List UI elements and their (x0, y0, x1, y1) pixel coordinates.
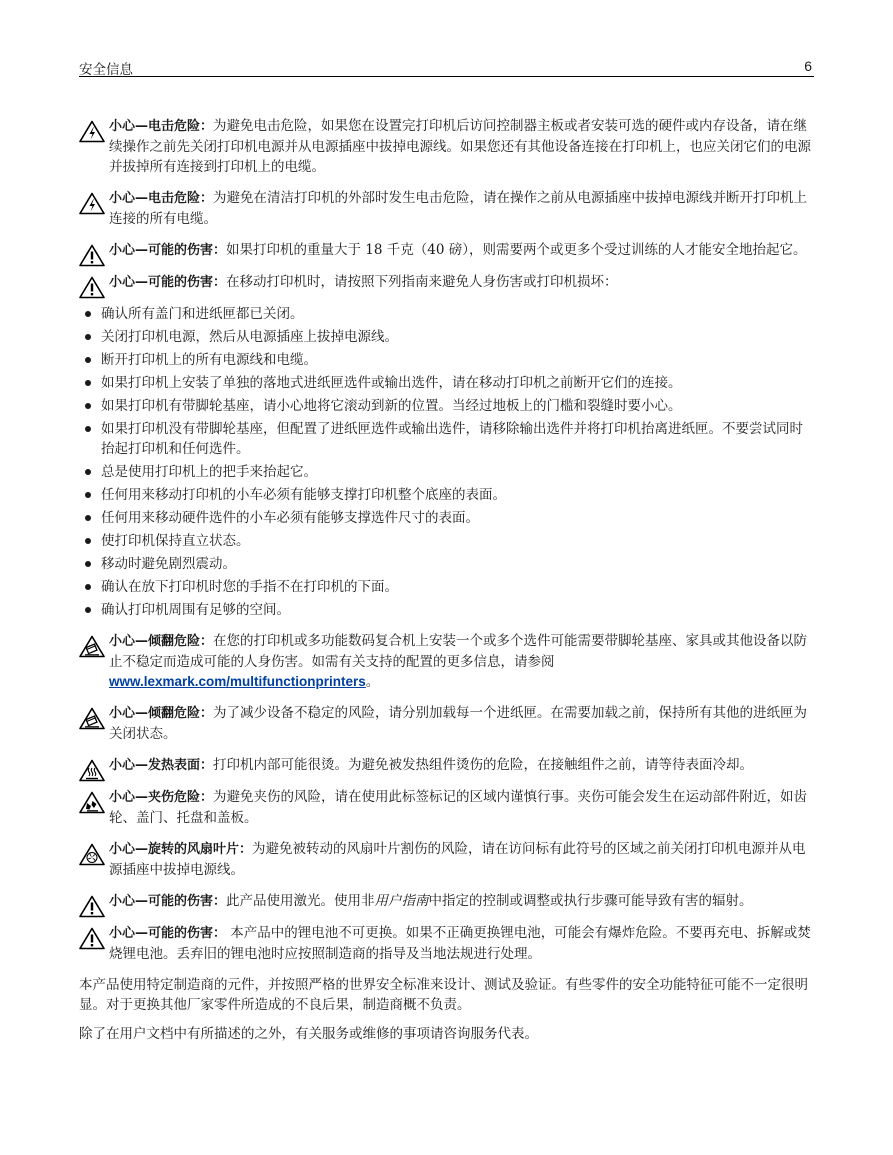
moving-guidelines-list (79, 304, 814, 620)
caution-exclamation-icon (79, 895, 105, 918)
caution-pinch-hazard (79, 787, 814, 828)
caution-tipping-hazard-2 (79, 703, 814, 744)
caution-text: 在移动打印机时，请按照下列指南来避免人身伤害或打印机损坏： (226, 274, 618, 290)
page-number: 6 (804, 58, 812, 74)
caution-label: 小心—倾翻危险： (109, 634, 214, 649)
caution-exclamation-icon (79, 244, 105, 267)
bullet-icon (85, 492, 91, 498)
list-item: 如果打印机上安装了单独的落地式进纸匣选件或输出选件，请在移动打印机之前断开它们的连接。 (79, 373, 814, 393)
tipping-hazard-icon (79, 635, 105, 658)
caution-label: 小心—可能的伤害： (109, 243, 227, 258)
paragraph-service: 除了在用户文档中有所描述的之外，有关服务或维修的事项请咨询服务代表。 (79, 1026, 538, 1042)
bullet-icon (85, 403, 91, 409)
caution-possible-injury-moving (79, 272, 814, 293)
caution-text: 在您的打印机或多功能数码复合机上安装一个或多个选件可能需要带脚轮基座、家具或其他设备以防止不稳定而造成可能的人身伤害。如需有关支持的配置的更多信息，请参阅 (109, 633, 808, 670)
tipping-hazard-icon (79, 707, 105, 730)
caution-possible-injury-battery (79, 923, 814, 964)
caution-electric-shock-2 (79, 188, 814, 229)
caution-exclamation-icon (79, 927, 105, 950)
user-guide-reference: 用户指南 (374, 893, 429, 909)
hot-surface-icon (79, 759, 105, 782)
caution-text: 为避免在清洁打印机的外部时发生电击危险，请在操作之前从电源插座中拔掉电源线并断开打印机上连接的所有电缆。 (109, 190, 808, 227)
list-item: 总是使用打印机上的把手来抬起它。 (79, 462, 814, 482)
list-item: 断开打印机上的所有电源线和电缆。 (79, 350, 814, 370)
caution-text: 本产品中的锂电池不可更换。如果不正确更换锂电池，可能会有爆炸危险。不要再充电、拆解或焚烧锂电池。丢弃旧的锂电池时应按照制造商的指导及当地法规进行处理。 (109, 925, 811, 962)
caution-label: 小心—电击危险： (109, 191, 214, 206)
caution-label: 小心—可能的伤害： (109, 275, 227, 290)
pinch-hazard-icon (79, 791, 105, 814)
caution-exclamation-icon (79, 276, 105, 299)
list-item: 如果打印机有带脚轮基座，请小心地将它滚动到新的位置。当经过地板上的门槛和裂缝时要小心。 (79, 396, 814, 416)
caution-text: 打印机内部可能很烫。为避免被发热组件烫伤的危险，在接触组件之前，请等待表面冷却。 (213, 757, 754, 773)
bullet-icon (85, 561, 91, 567)
caution-text: 为避免被转动的风扇叶片割伤的风险，请在访问标有此符号的区域之前关闭打印机电源并从电源插座中拔掉电源线。 (109, 841, 806, 878)
bullet-icon (85, 538, 91, 544)
caution-possible-injury-laser: 小心—可能的伤害：此产品使用激光。使用非用户指南中指定的控制或调整或执行步骤可能导致有害的辐射。 (79, 891, 814, 912)
list-item: 确认打印机周围有足够的空间。 (79, 600, 814, 620)
caution-label: 小心—可能的伤害： (109, 926, 227, 941)
caution-possible-injury-weight (79, 240, 814, 261)
caution-label: 小心—旋转的风扇叶片： (109, 842, 253, 857)
page-header (79, 58, 814, 77)
caution-text: 为避免电击危险，如果您在设置完打印机后访问控制器主板或者安装可选的硬件或内存设备，请在继续操作之前先关闭打印机电源并从电源插座中拔掉电源线。如果您还有其他设备连接在打印机上，也应关闭它们的电源并拔掉所有连接到打印机上的电缆。 (109, 118, 811, 175)
page-content (79, 116, 814, 1053)
section-title: 安全信息 (79, 62, 133, 78)
list-item: 使打印机保持直立状态。 (79, 531, 814, 551)
bullet-icon (85, 334, 91, 340)
list-item: 如果打印机没有带脚轮基座，但配置了进纸匣选件或输出选件，请移除输出选件并将打印机抬离进纸匣。不要尝试同时抬起打印机和任何选件。 (79, 419, 814, 459)
caution-electric-shock-1 (79, 116, 814, 177)
electric-shock-warning-icon (79, 120, 105, 143)
bullet-icon (85, 311, 91, 317)
list-item: 任何用来移动打印机的小车必须有能够支撑打印机整个底座的表面。 (79, 485, 814, 505)
list-item: 移动时避免剧烈震动。 (79, 554, 814, 574)
caution-rotating-fan (79, 839, 814, 880)
bullet-icon (85, 584, 91, 590)
list-item: 关闭打印机电源，然后从电源插座上拔掉电源线。 (79, 327, 814, 347)
caution-label: 小心—可能的伤害： (109, 894, 227, 909)
list-item: 确认在放下打印机时您的手指不在打印机的下面。 (79, 577, 814, 597)
bullet-icon (85, 469, 91, 475)
multifunction-printers-link[interactable]: www.lexmark.com/multifunctionprinters (109, 674, 366, 689)
list-item: 任何用来移动硬件选件的小车必须有能够支撑选件尺寸的表面。 (79, 508, 814, 528)
electric-shock-warning-icon (79, 192, 105, 215)
caution-label: 小心—电击危险： (109, 119, 214, 134)
caution-tipping-hazard-1: 小心—倾翻危险：在您的打印机或多功能数码复合机上安装一个或多个选件可能需要带脚轮基座、家具或其他设备以防止不稳定而造成可能的人身伤害。如需有关支持的配置的更多信息，请参阅 www.lexmark.com/multifunctionprinters。 (79, 631, 814, 692)
caution-label: 小心—发热表面： (109, 758, 214, 773)
caution-text: 为了减少设备不稳定的风险，请分别加载每一个进纸匣。在需要加载之前，保持所有其他的进纸匣为关闭状态。 (109, 705, 808, 742)
bullet-icon (85, 357, 91, 363)
bullet-icon (85, 380, 91, 386)
caution-label: 小心—夹伤危险： (109, 790, 214, 805)
bullet-icon (85, 515, 91, 521)
paragraph-manufacturer-parts: 本产品使用特定制造商的元件，并按照严格的世界安全标准来设计、测试及验证。有些零件的安全功能特征可能不一定很明显。对于更换其他厂家零件所造成的不良后果，制造商概不负责。 (79, 977, 808, 1013)
caution-text: 如果打印机的重量大于 18 千克（40 磅），则需要两个或更多个受过训练的人才能安全地抬起它。 (226, 242, 807, 258)
rotating-fan-blade-icon (79, 843, 105, 866)
bullet-icon (85, 607, 91, 613)
bullet-icon (85, 426, 91, 432)
list-item: 确认所有盖门和进纸匣都已关闭。 (79, 304, 814, 324)
caution-hot-surface (79, 755, 814, 776)
caution-label: 小心—倾翻危险： (109, 706, 214, 721)
caution-text: 为避免夹伤的风险，请在使用此标签标记的区域内谨慎行事。夹伤可能会发生在运动部件附近，如齿轮、盖门、托盘和盖板。 (109, 789, 808, 826)
